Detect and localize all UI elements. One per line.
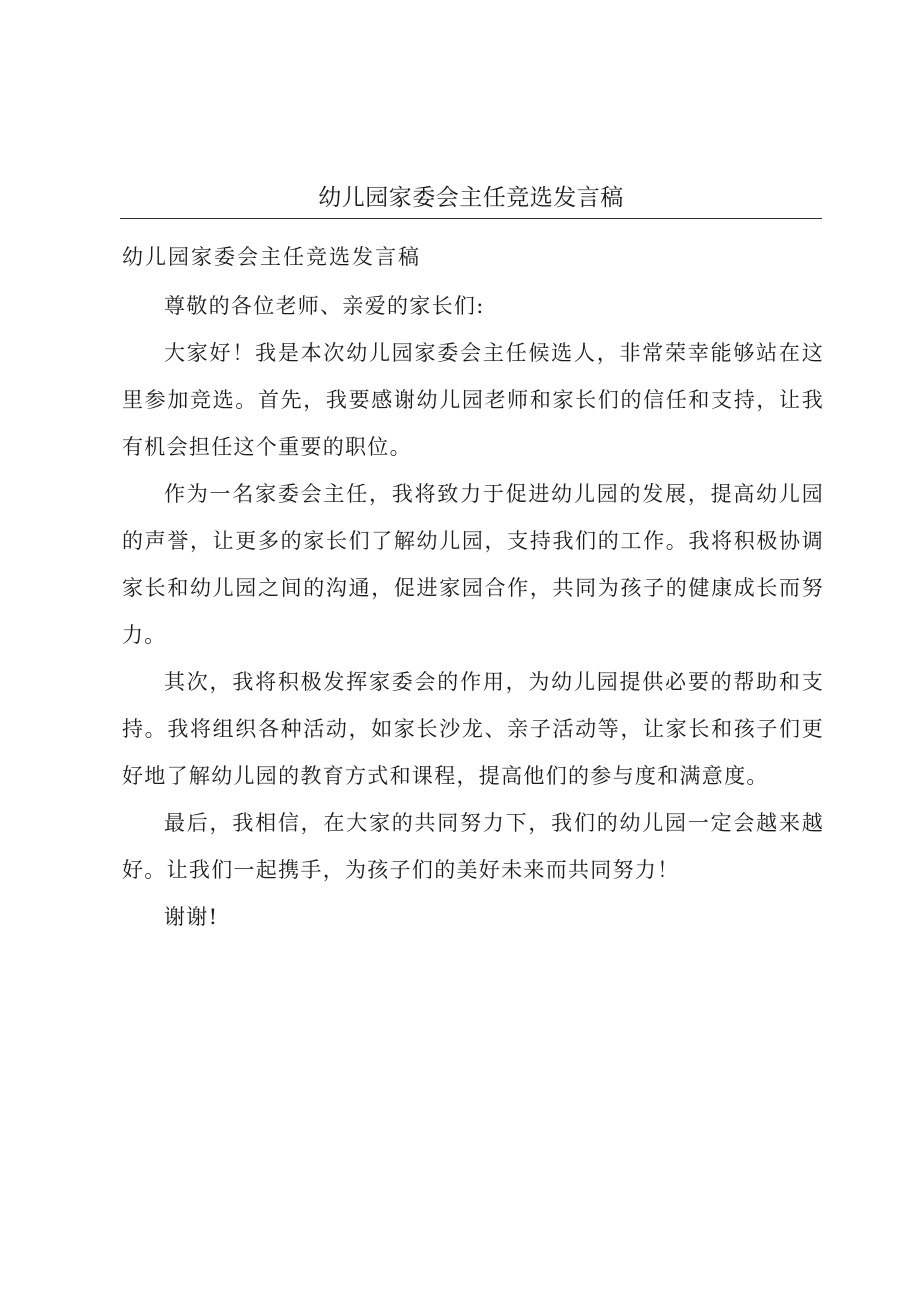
- paragraph-4: 最后，我相信，在大家的共同努力下，我们的幼儿园一定会越来越好。让我们一起携手，为孩子们的美好未来而共同努力！: [122, 811, 824, 882]
- page-header-title: 幼儿园家委会主任竞选发言稿: [318, 185, 624, 211]
- paragraph-3: 其次，我将积极发挥家委会的作用，为幼儿园提供必要的帮助和支持。我将组织各种活动，如家长沙龙、亲子活动等，让家长和孩子们更好地了解幼儿园的教育方式和课程，提高他们的参与度和满意度。: [122, 670, 824, 788]
- paragraph-2: 作为一名家委会主任，我将致力于促进幼儿园的发展，提高幼儿园的声誉，让更多的家长们了解幼儿园，支持我们的工作。我将积极协调家长和幼儿园之间的沟通，促进家园合作，共同为孩子的健康成长而努力。: [122, 482, 824, 647]
- salutation: 尊敬的各位老师、亲爱的家长们:: [164, 294, 485, 318]
- closing-text: 谢谢!: [164, 905, 219, 929]
- document-body: [122, 283, 824, 941]
- document-title: 幼儿园家委会主任竞选发言稿: [122, 245, 421, 269]
- paragraph-1: 大家好！我是本次幼儿园家委会主任候选人，非常荣幸能够站在这里参加竞选。首先，我要感谢幼儿园老师和家长们的信任和支持，让我有机会担任这个重要的职位。: [122, 341, 824, 459]
- header-divider: [120, 218, 822, 219]
